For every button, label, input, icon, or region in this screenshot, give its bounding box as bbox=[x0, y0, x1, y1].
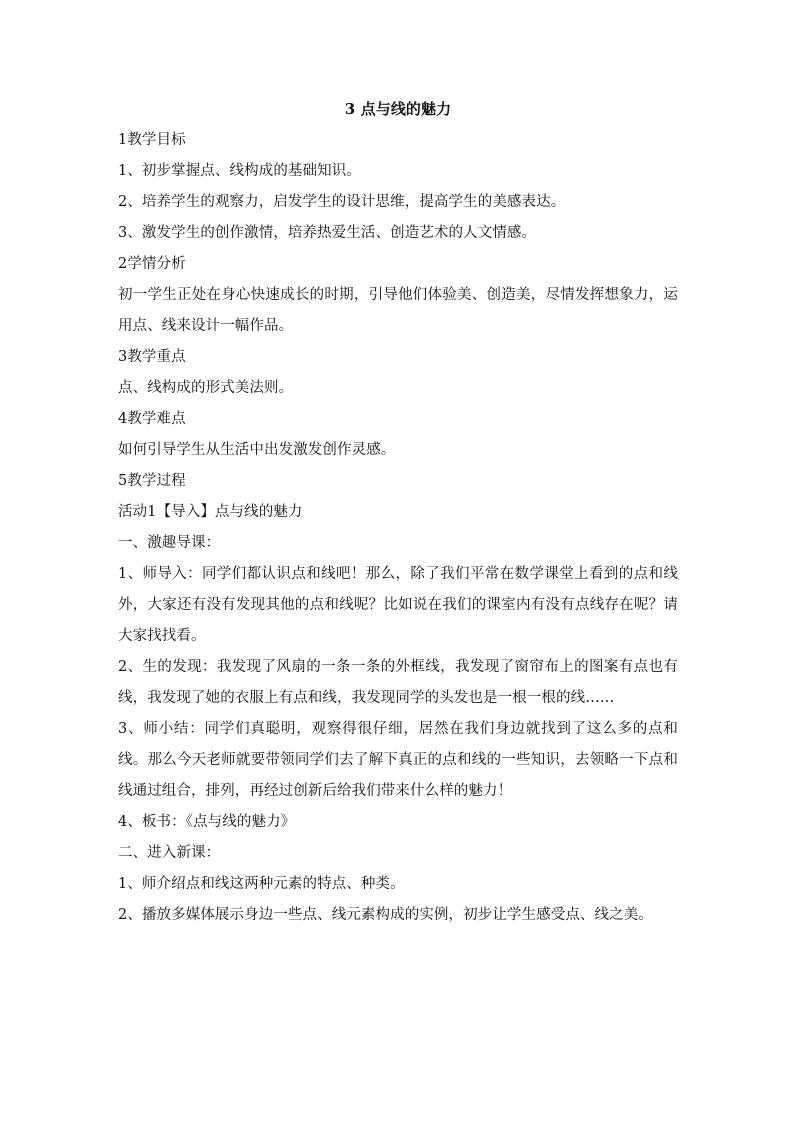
section-heading-student-analysis: 2学情分析 bbox=[118, 256, 186, 272]
activity-heading: 活动1【导入】点与线的魅力 bbox=[118, 504, 303, 520]
intro-step-2: 2、生的发现：我发现了风扇的一条一条的外框线，我发现了窗帘布上的图案有点也有线，我发现了她的衣服上有点和线，我发现同学的头发也是一根一根的线…… bbox=[118, 659, 678, 706]
subsection-heading-new-lesson: 二、进入新课： bbox=[118, 845, 221, 861]
section-heading-process: 5教学过程 bbox=[118, 473, 186, 489]
objective-item-1: 1、初步掌握点、线构成的基础知识。 bbox=[118, 163, 361, 179]
section-heading-difficulties: 4教学难点 bbox=[118, 411, 186, 427]
subsection-heading-intro: 一、激趣导课： bbox=[118, 535, 221, 551]
section-heading-objectives: 1教学目标 bbox=[118, 132, 186, 148]
new-lesson-step-1: 1、师介绍点和线这两种元素的特点、种类。 bbox=[118, 876, 405, 892]
section-heading-key-points: 3教学重点 bbox=[118, 349, 186, 365]
intro-step-3: 3、师小结：同学们真聪明，观察得很仔细，居然在我们身边就找到了这么多的点和线。那么今天老师就要带领同学们去了解下真正的点和线的一些知识，去领略一下点和线通过组合，排列，再经过创新后给我们带来什么样的魅力！ bbox=[118, 721, 678, 799]
objective-item-2: 2、培养学生的观察力，启发学生的设计思维，提高学生的美感表达。 bbox=[118, 194, 566, 210]
difficulties-text: 如何引导学生从生活中出发激发创作灵感。 bbox=[118, 442, 396, 458]
document-body bbox=[118, 94, 678, 931]
objective-item-3: 3、激发学生的创作激情，培养热爱生活、创造艺术的人文情感。 bbox=[118, 225, 537, 241]
new-lesson-step-2: 2、播放多媒体展示身边一些点、线元素构成的实例，初步让学生感受点、线之美。 bbox=[118, 907, 653, 923]
key-points-text: 点、线构成的形式美法则。 bbox=[118, 380, 294, 396]
student-analysis-text: 初一学生正处在身心快速成长的时期，引导他们体验美、创造美，尽情发挥想象力，运用点、线来设计一幅作品。 bbox=[118, 287, 678, 334]
intro-step-1: 1、师导入：同学们都认识点和线吧！那么，除了我们平常在数学课堂上看到的点和线外，大家还有没有发现其他的点和线呢？比如说在我们的课室内有没有点线存在呢？请大家找找看。 bbox=[118, 566, 678, 644]
intro-step-4: 4、板书：《点与线的魅力》 bbox=[118, 814, 296, 830]
document-title: 3 点与线的魅力 bbox=[344, 100, 452, 118]
